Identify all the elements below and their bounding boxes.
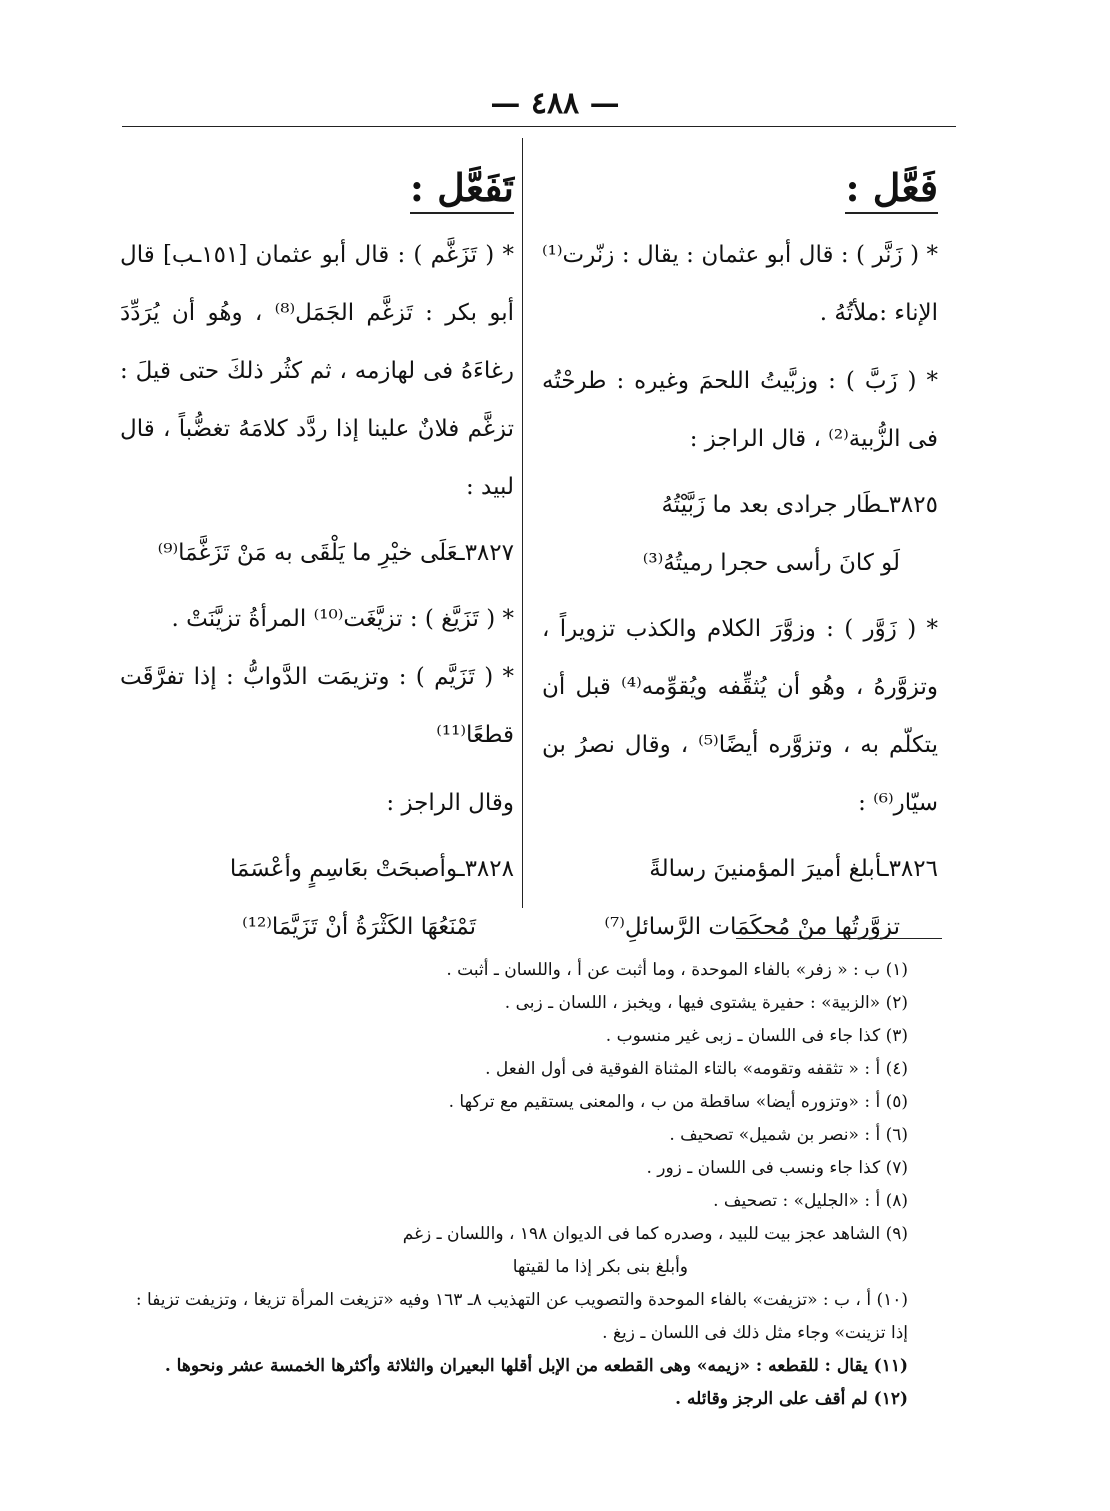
footnote-6: (٦) أ : «نصر بن شميل» تصحيف . [669,1125,908,1145]
footnote-5: (٥) أ : «وتزوره أيضا» ساقطة من ب ، والمعنى يستقيم مع تركها . [448,1092,908,1112]
footnote-rule [736,938,942,939]
verse-3827 [120,524,514,582]
verse-line: لَو كانَ رأسى حجرا رميتُهُ⁽³⁾ [642,550,900,576]
footnote-7: (٧) كذا جاء ونسب فى اللسان ـ زور . [646,1158,908,1178]
entry-tazayyagh: * ( تَزَيَّغ ) : تزيَّغَت⁽¹⁰⁾ المرأةُ تزيَّنَتْ . [171,606,514,632]
verse-line: ٣٨٢٨ـوأصبحَتْ بعَاسِمٍ وأعْسَمَا [229,856,514,882]
footnote-3: (٣) كذا جاء فى اللسان ـ زبى غير منسوب . [605,1026,908,1046]
footnote-4: (٤) أ : « تثقفه وتقومه» بالتاء المثناة الفوقية فى أول الفعل . [485,1059,908,1079]
entry-tazayyam: * ( تَزَيَّم ) : وتزيمَت الدَّوابُّ : إذا تفرَّقَت قطعًا⁽¹¹⁾ [120,664,514,748]
footnote-12: (١٢) لم أقف على الرجز وقائله . [675,1389,908,1409]
footnote-1: (١) ب : « زفر» بالفاء الموحدة ، وما أثبت عن أ ، واللسان ـ أثبت . [446,960,908,980]
footnote-11: (١١) يقال : للقطعه : «زيمه» وهى القطعه من الإبل أقلها البعيران والثلاثة وأكثرها الخمسة عشر ونحوها . [164,1356,908,1376]
verse-line: ٣٨٢٦ـأبلغ أميرَ المؤمنينَ رسالةً [649,856,938,882]
verse-line: تَمْنَعُهَا الكَثْرَةُ أنْ تَزَيَّمَا⁽¹²⁾ [242,914,476,940]
left-column [120,158,514,964]
footnote-8: (٨) أ : «الجليل» : تصحيف . [713,1191,908,1211]
verse-3828 [120,840,514,956]
column-divider [522,138,523,908]
verse-line: تزوَّرتُها منْ مُحكَمَات الرَّسائلِ⁽⁷⁾ [604,914,900,940]
verse-line: ٣٨٢٥ـطَار جرادى بعد ما زَبَّيْتُهُ [661,492,938,518]
footnote-9-verse: وأبلغ بنى بكر إذا ما لقيتها [512,1257,688,1277]
footnote-2: (٢) «الزبية» : حفيرة يشتوى فيها ، ويخبز ، اللسان ـ زبى . [504,993,908,1013]
entry-zannar: * ( زَنَّر ) : قال أبو عثمان : يقال : زنّرت⁽¹⁾ الإناء :ملأتُهُ . [542,242,938,326]
section-heading-faaal: فَعَّل : [542,158,938,218]
footnote-9: (٩) الشاهد عجز بيت للبيد ، وصدره كما فى الديوان ١٩٨ ، واللسان ـ زغم [402,1224,908,1244]
right-column [542,158,938,964]
verse-3825 [542,476,938,592]
raajiz-intro: وقال الراجز : [386,790,514,816]
entry-tazaghgham: * ( تَزَغَّم ) : قال أبو عثمان [١٥١ـب] قال أبو بكر : تَزغَّم الجَمَل⁽⁸⁾ ، وهُو أن يُرَدِّدَ رغاءَهُ فى لهازمه ، ثم كثُر ذلكَ حتى قيلَ : تزغَّم فلانٌ علينا إذا ردَّد كلامَهُ تغضُّباً ، قال لبيد : [120,242,514,500]
entry-zabba: * ( زَبَّ ) : وزبَّيتُ اللحمَ وغيره : طرحْتُه فى الزُّبية⁽²⁾ ، قال الراجز : [542,368,938,452]
header-rule [122,126,956,127]
section-heading-tafaaal: تَفَعَّل : [120,158,514,218]
footnote-10: (١٠) أ ، ب : «تزيفت» بالفاء الموحدة والتصويب عن التهذيب ٨ـ ١٦٣ وفيه «تزيغت المرأة تزيغا ، وتزيفت تزيفا : إذا تزينت» وجاء مثل ذلك فى اللسان ـ زيغ . [135,1290,908,1343]
entry-zawwar: * ( زَوَّر ) : وزوَّرَ الكلام والكذب تزويراً ، وتزوَّرهُ ، وهُو أن يُثقِّفه ويُقوِّمه⁽⁴⁾ قبل أن يتكلّم به ، وتزوَّره أيضًا⁽⁵⁾ ، وقال نصرُ بن سيّار⁽⁶⁾ : [542,616,939,816]
footnotes [118,954,908,1416]
verse-line: ٣٨٢٧ـعَلَى خيْرِ ما يَلْقَى به مَنْ تَزَغَّمَا⁽⁹⁾ [157,540,514,566]
page-number: — ٤٨٨ — [490,86,620,121]
